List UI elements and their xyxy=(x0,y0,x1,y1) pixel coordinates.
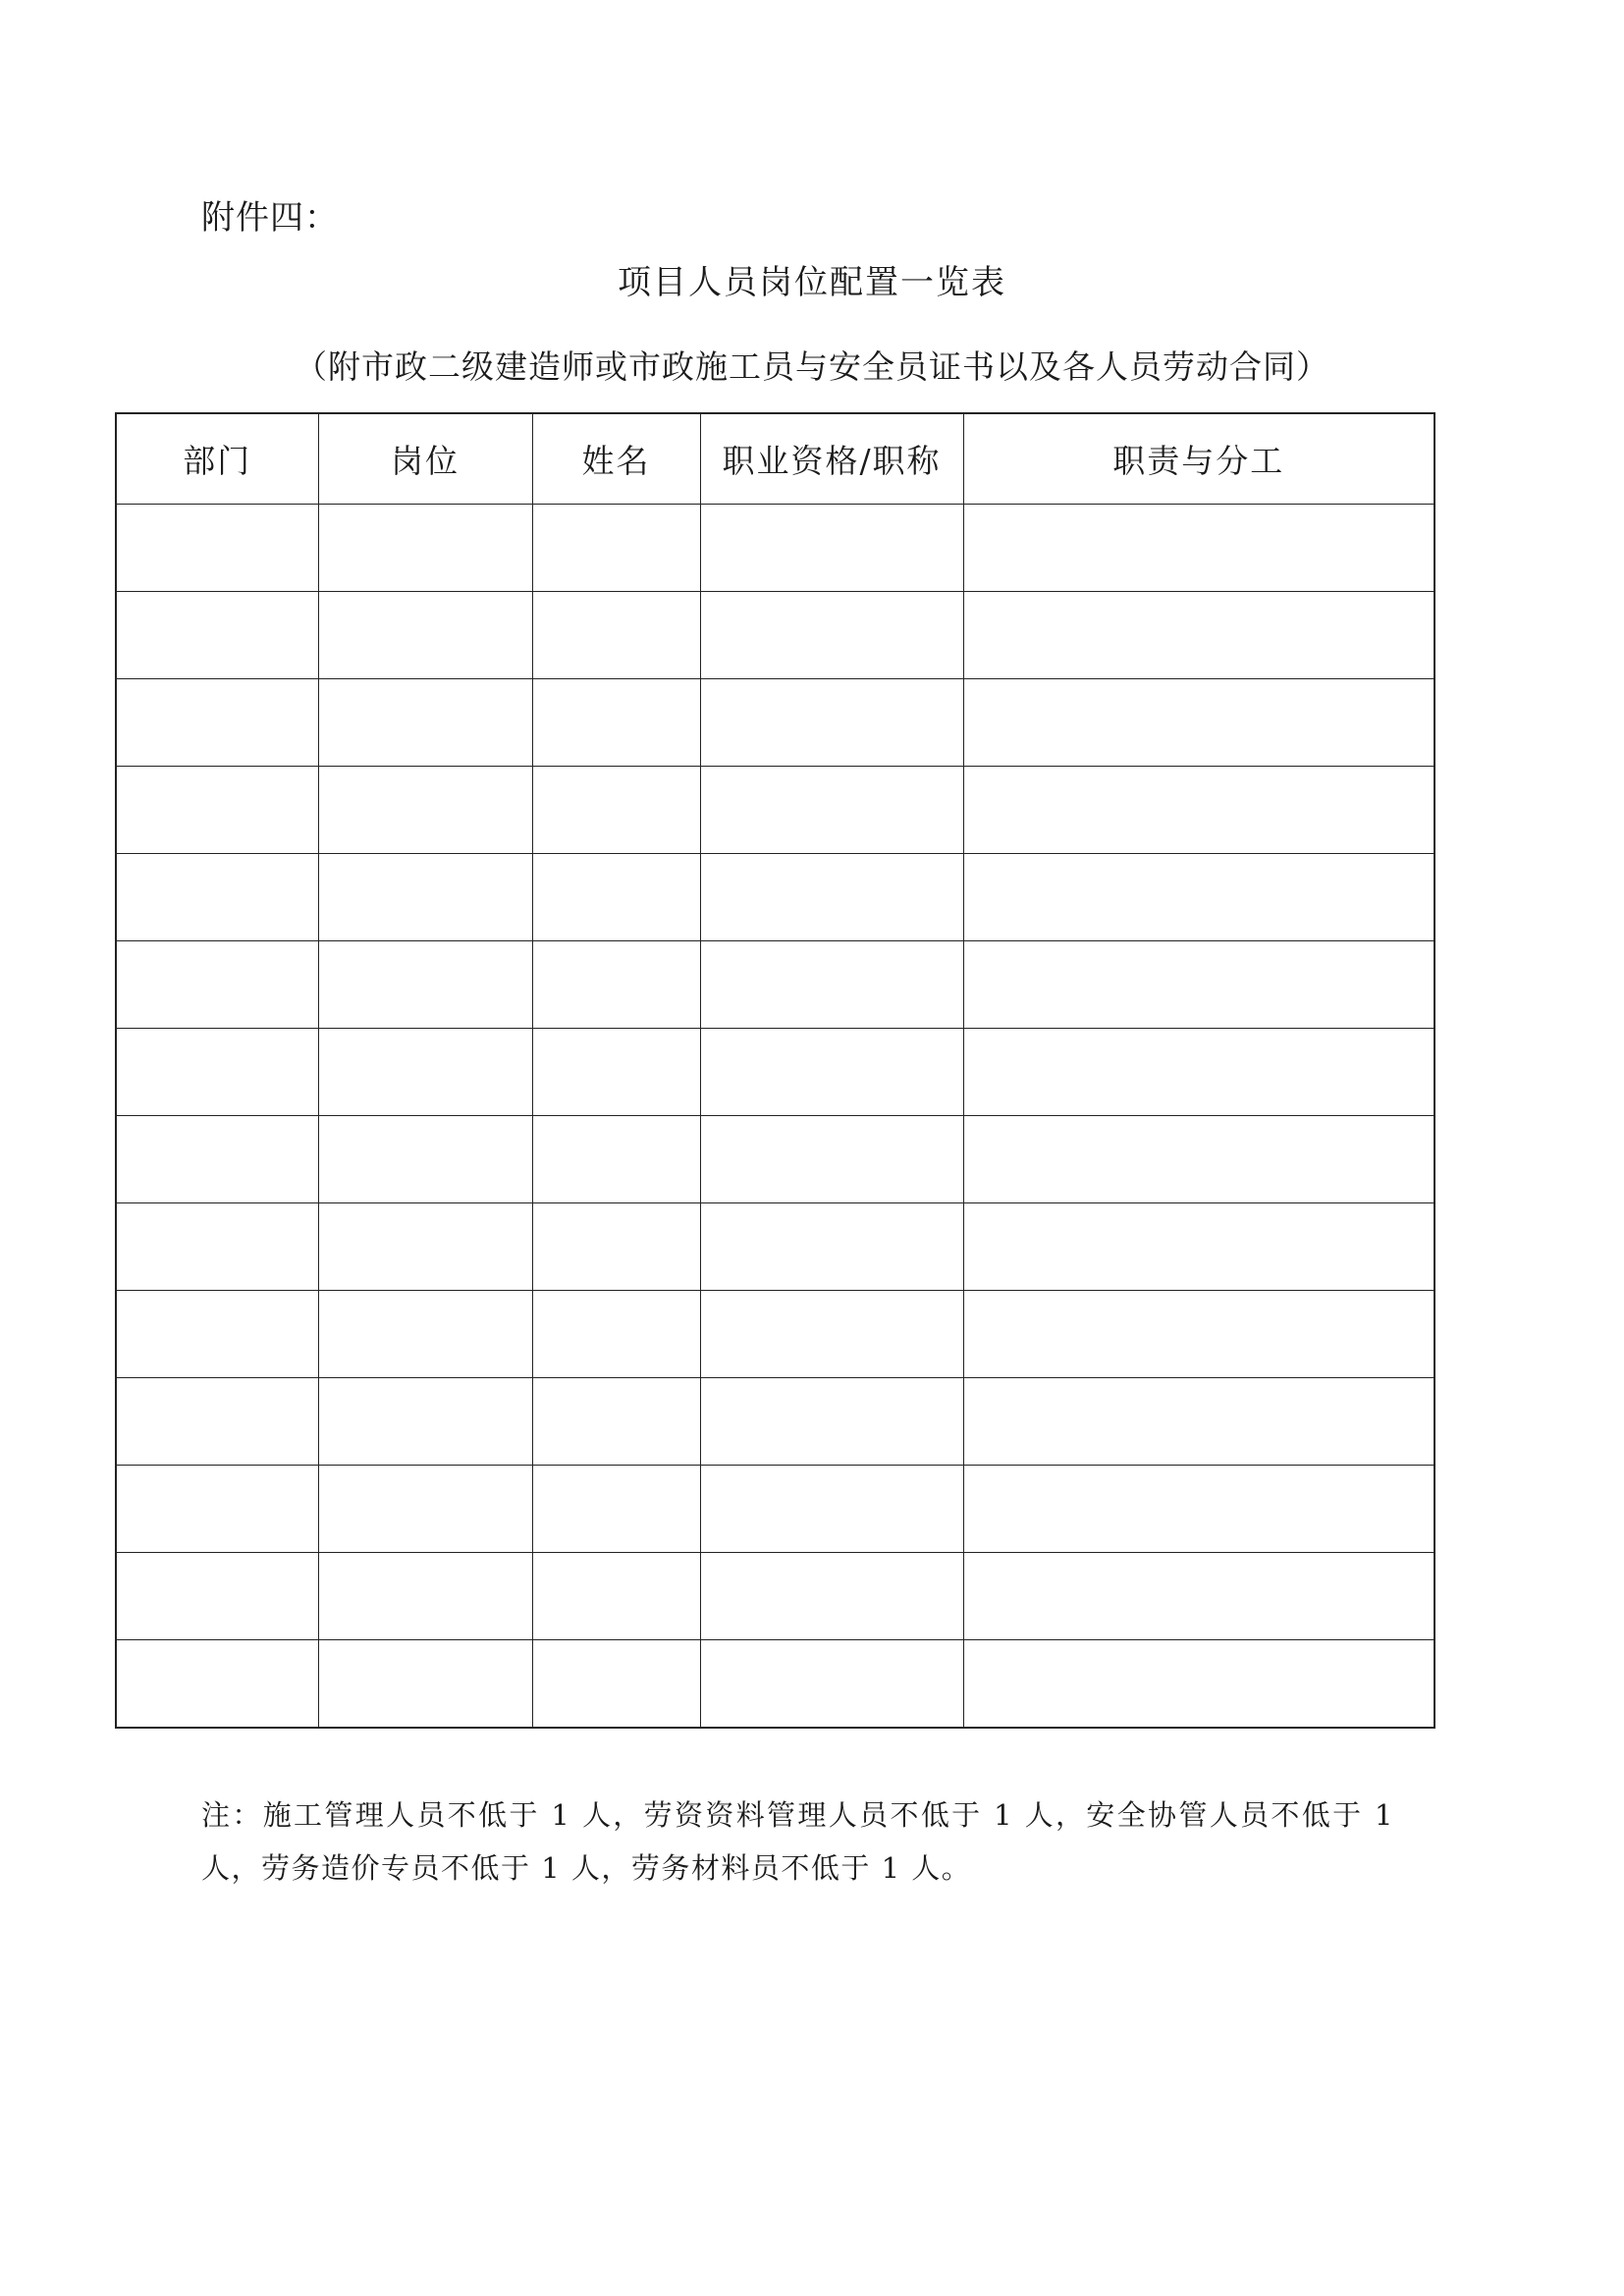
table-row xyxy=(116,1466,1435,1553)
cell-qualification xyxy=(700,1466,963,1553)
cell-department xyxy=(116,1466,318,1553)
cell-position xyxy=(318,941,532,1029)
table-row xyxy=(116,1553,1435,1640)
table-row xyxy=(116,854,1435,941)
cell-qualification xyxy=(700,592,963,679)
cell-name xyxy=(532,1466,700,1553)
cell-responsibilities xyxy=(963,679,1435,767)
cell-qualification xyxy=(700,1116,963,1203)
table-row xyxy=(116,505,1435,592)
cell-qualification xyxy=(700,1203,963,1291)
cell-qualification xyxy=(700,1378,963,1466)
cell-position xyxy=(318,505,532,592)
cell-department xyxy=(116,592,318,679)
doc-title: 项目人员岗位配置一览表 xyxy=(618,263,1006,302)
cell-name xyxy=(532,1291,700,1378)
cell-qualification xyxy=(700,767,963,854)
cell-name xyxy=(532,854,700,941)
cell-position xyxy=(318,1029,532,1116)
cell-responsibilities xyxy=(963,1029,1435,1116)
cell-responsibilities xyxy=(963,1553,1435,1640)
cell-department xyxy=(116,1553,318,1640)
cell-responsibilities xyxy=(963,1640,1435,1729)
table-row xyxy=(116,1029,1435,1116)
table-row xyxy=(116,1203,1435,1291)
cell-qualification xyxy=(700,505,963,592)
cell-responsibilities xyxy=(963,1378,1435,1466)
cell-department xyxy=(116,1291,318,1378)
cell-position xyxy=(318,1291,532,1378)
cell-department xyxy=(116,1029,318,1116)
cell-name xyxy=(532,1203,700,1291)
table-row xyxy=(116,1640,1435,1729)
cell-qualification xyxy=(700,1291,963,1378)
table-row xyxy=(116,1291,1435,1378)
cell-name xyxy=(532,1378,700,1466)
table-row xyxy=(116,941,1435,1029)
cell-name xyxy=(532,1553,700,1640)
cell-position xyxy=(318,767,532,854)
staff-table xyxy=(115,412,1435,1729)
table-row xyxy=(116,767,1435,854)
header-position: 岗位 xyxy=(318,413,532,505)
cell-qualification xyxy=(700,679,963,767)
table-header-row xyxy=(116,413,1435,505)
cell-name xyxy=(532,941,700,1029)
table-row xyxy=(116,1378,1435,1466)
note: 注：施工管理人员不低于 1 人，劳资资料管理人员不低于 1 人，安全协管人员不低于 1 人，劳务造价专员不低于 1 人，劳务材料员不低于 1 人。 xyxy=(201,1798,1394,1885)
cell-name xyxy=(532,592,700,679)
attachment-label: 附件四： xyxy=(201,198,339,238)
cell-qualification xyxy=(700,1029,963,1116)
cell-department xyxy=(116,854,318,941)
cell-qualification xyxy=(700,1640,963,1729)
cell-department xyxy=(116,679,318,767)
cell-qualification xyxy=(700,1553,963,1640)
cell-department xyxy=(116,767,318,854)
cell-department xyxy=(116,505,318,592)
header-department: 部门 xyxy=(116,413,318,505)
cell-position xyxy=(318,1203,532,1291)
cell-name xyxy=(532,505,700,592)
cell-responsibilities xyxy=(963,505,1435,592)
table-row xyxy=(116,679,1435,767)
header-qualification: 职业资格/职称 xyxy=(700,413,963,505)
table-row xyxy=(116,1116,1435,1203)
cell-position xyxy=(318,592,532,679)
cell-responsibilities xyxy=(963,941,1435,1029)
cell-responsibilities xyxy=(963,1466,1435,1553)
header-responsibilities: 职责与分工 xyxy=(963,413,1435,505)
cell-department xyxy=(116,941,318,1029)
cell-name xyxy=(532,1029,700,1116)
cell-name xyxy=(532,679,700,767)
cell-position xyxy=(318,1640,532,1729)
header-name: 姓名 xyxy=(532,413,700,505)
cell-department xyxy=(116,1378,318,1466)
cell-department xyxy=(116,1203,318,1291)
cell-position xyxy=(318,1466,532,1553)
cell-responsibilities xyxy=(963,1291,1435,1378)
cell-position xyxy=(318,1553,532,1640)
doc-subtitle: （附市政二级建造师或市政施工员与安全员证书以及各人员劳动合同） xyxy=(295,347,1329,386)
cell-responsibilities xyxy=(963,1116,1435,1203)
cell-responsibilities xyxy=(963,1203,1435,1291)
cell-position xyxy=(318,854,532,941)
cell-responsibilities xyxy=(963,592,1435,679)
cell-department xyxy=(116,1640,318,1729)
cell-position xyxy=(318,1378,532,1466)
cell-qualification xyxy=(700,941,963,1029)
cell-responsibilities xyxy=(963,767,1435,854)
cell-qualification xyxy=(700,854,963,941)
cell-name xyxy=(532,1116,700,1203)
table-body xyxy=(116,505,1435,1729)
cell-position xyxy=(318,679,532,767)
cell-department xyxy=(116,1116,318,1203)
cell-responsibilities xyxy=(963,854,1435,941)
cell-name xyxy=(532,1640,700,1729)
table-row xyxy=(116,592,1435,679)
cell-position xyxy=(318,1116,532,1203)
cell-name xyxy=(532,767,700,854)
